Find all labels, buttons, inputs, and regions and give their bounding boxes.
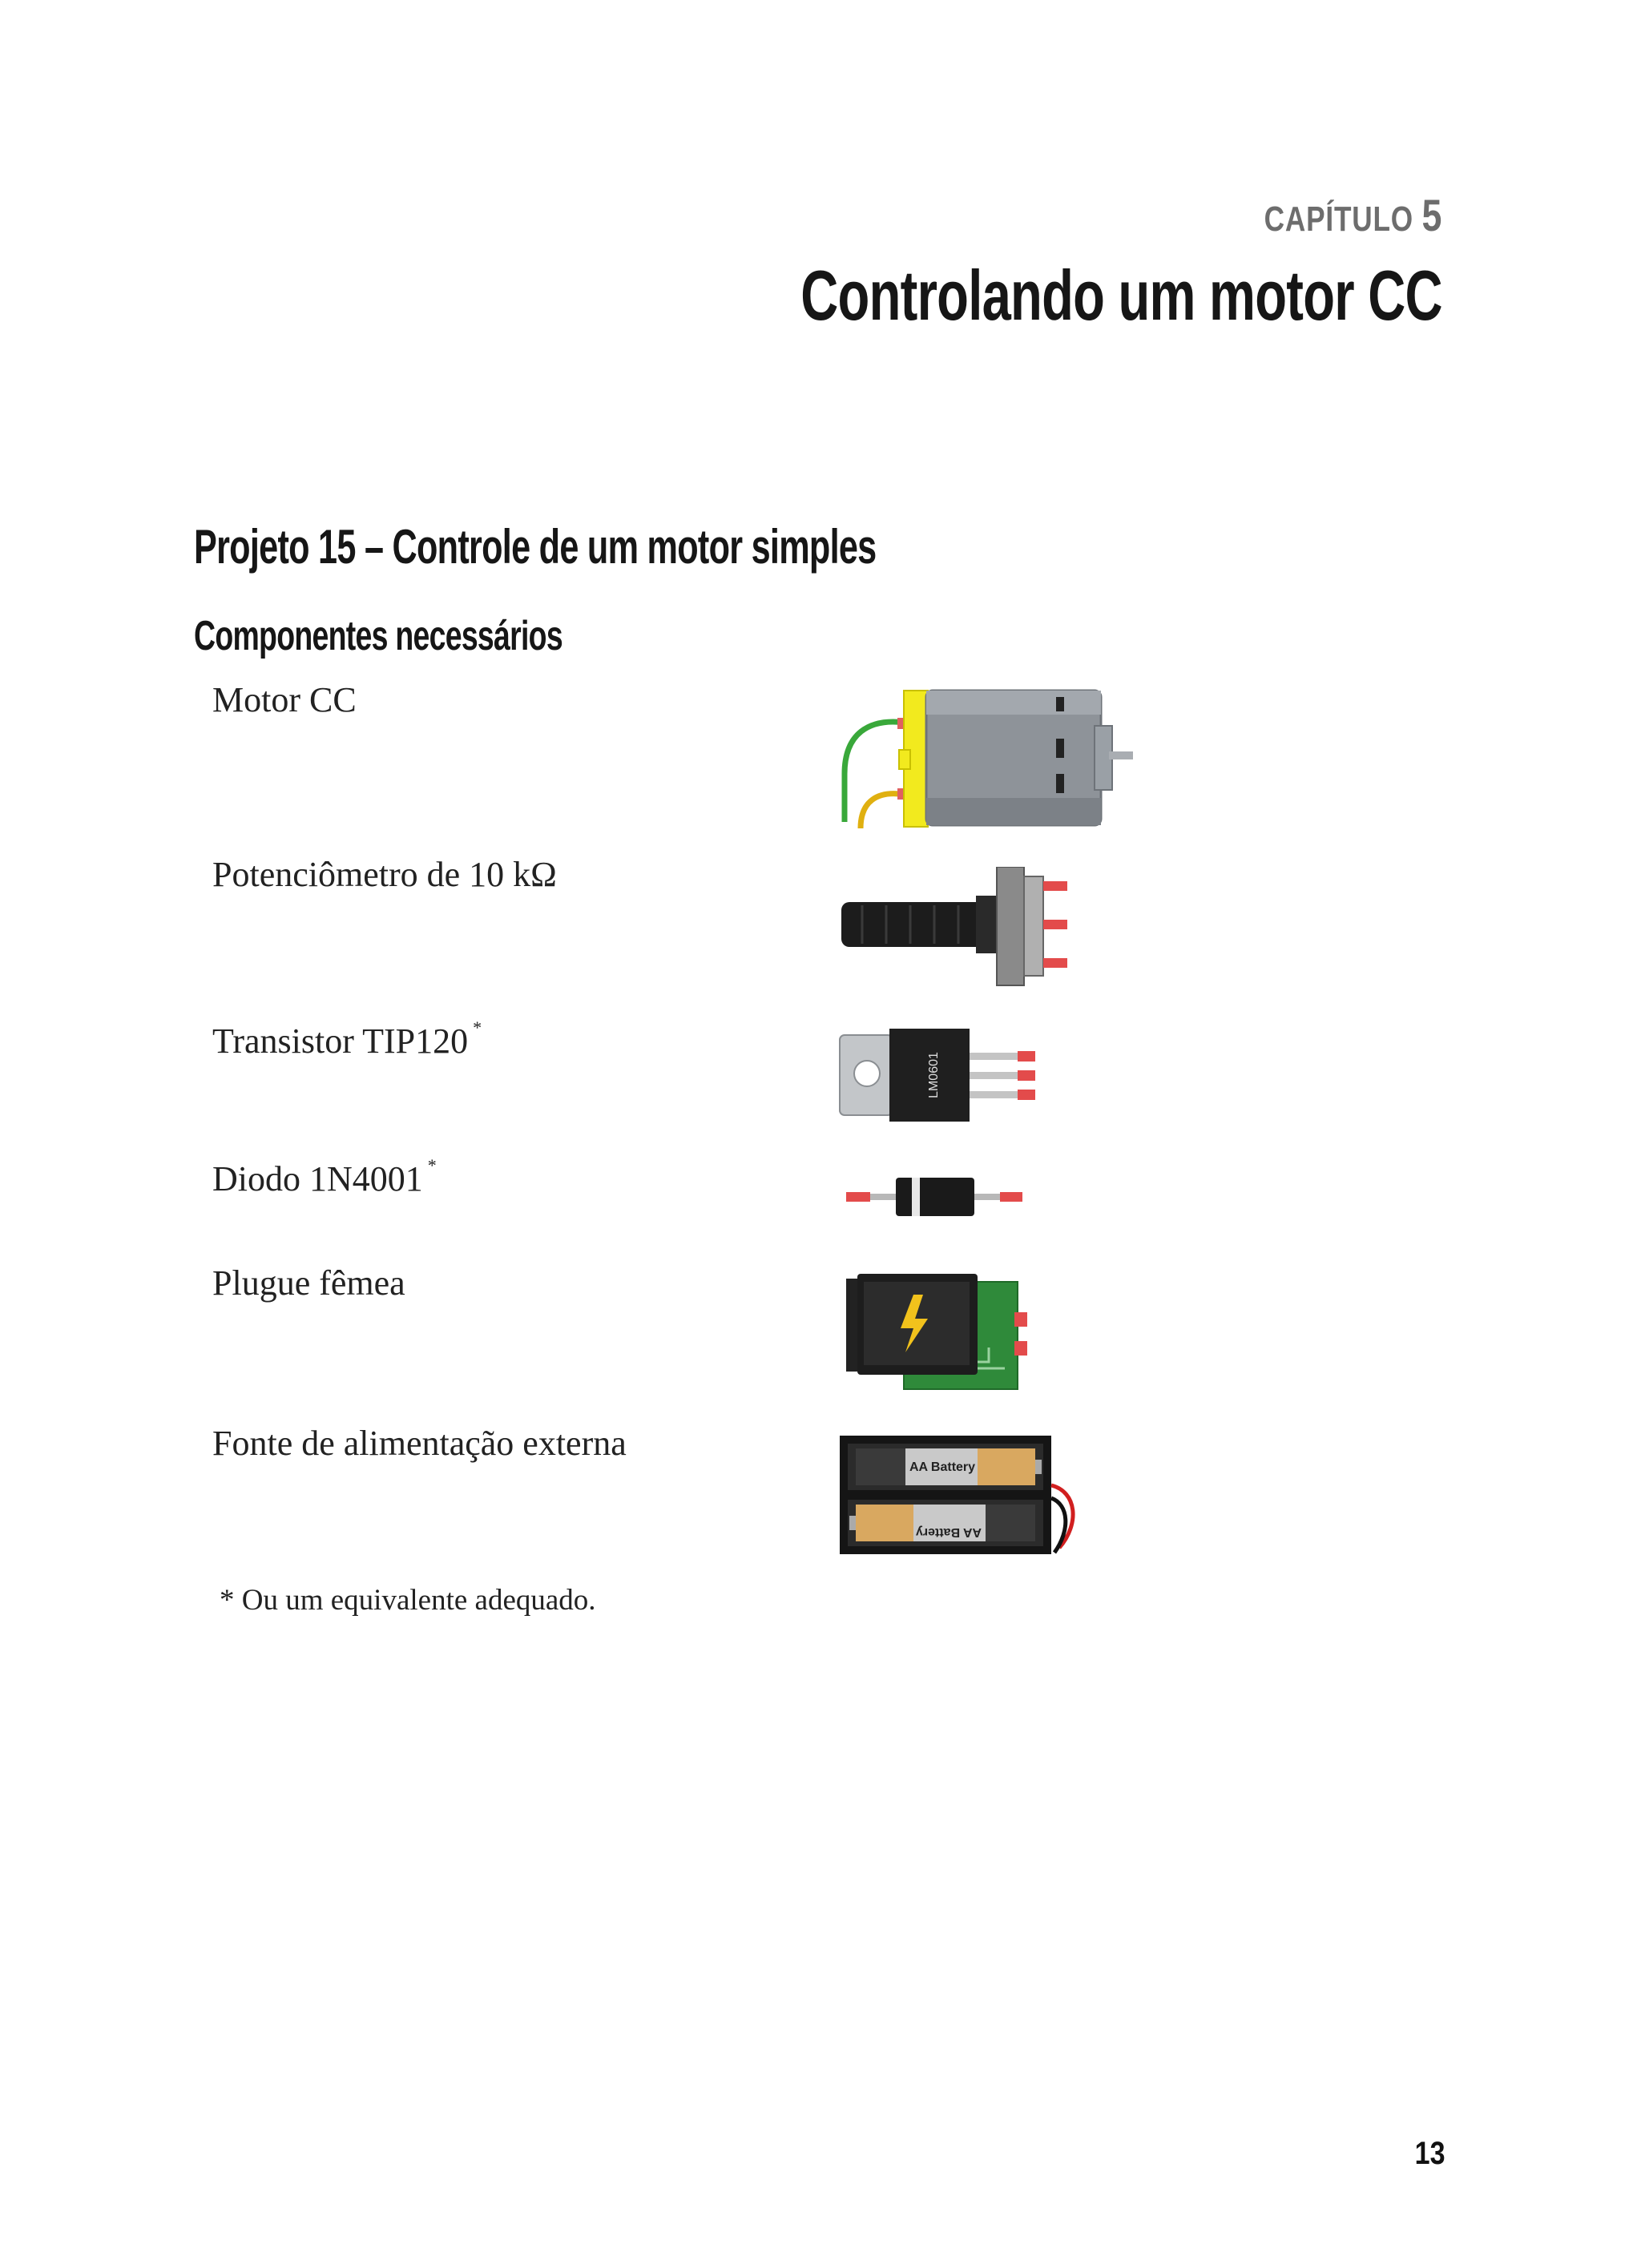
dc-motor-image [837,686,1133,828]
battery-label-bottom: AA Battery [915,1525,982,1539]
transistor-marking: LM0601 [927,1052,941,1098]
component-label-potentiometer [212,854,557,895]
component-label-power-supply [212,1423,627,1464]
component-label-transistor [212,1017,482,1061]
component-name: Potenciômetro de 10 kΩ [212,855,557,894]
diode-image [846,1173,1022,1221]
component-name: Plugue fêmea [212,1263,405,1303]
component-name: Transistor TIP120 [212,1021,469,1061]
potentiometer-image [838,867,1079,987]
components-heading: Componentes necessários [194,613,562,659]
component-name: Motor CC [212,680,357,719]
project-title: Projeto 15 – Controle de um motor simples [194,520,877,574]
component-name: Fonte de alimentação externa [212,1424,627,1463]
battery-label-top: AA Battery [909,1460,976,1474]
component-label-jack [212,1263,405,1303]
page-number: 13 [1414,2136,1445,2171]
power-jack-image [845,1274,1029,1391]
chapter-number: 5 [1421,190,1442,240]
component-label-motor [212,679,357,720]
footnote: * Ou um equivalente adequado. [220,1584,596,1617]
footnote-marker: * [427,1155,437,1175]
battery-holder-image [840,1436,1088,1554]
transistor-image [838,1029,1038,1122]
chapter-label [1264,189,1442,241]
component-name: Diodo 1N4001 [212,1159,423,1198]
component-label-diode [212,1155,437,1199]
footnote-marker: * [473,1017,482,1037]
chapter-label-text: CAPÍTULO [1264,199,1413,239]
chapter-title: Controlando um motor CC [800,256,1442,335]
